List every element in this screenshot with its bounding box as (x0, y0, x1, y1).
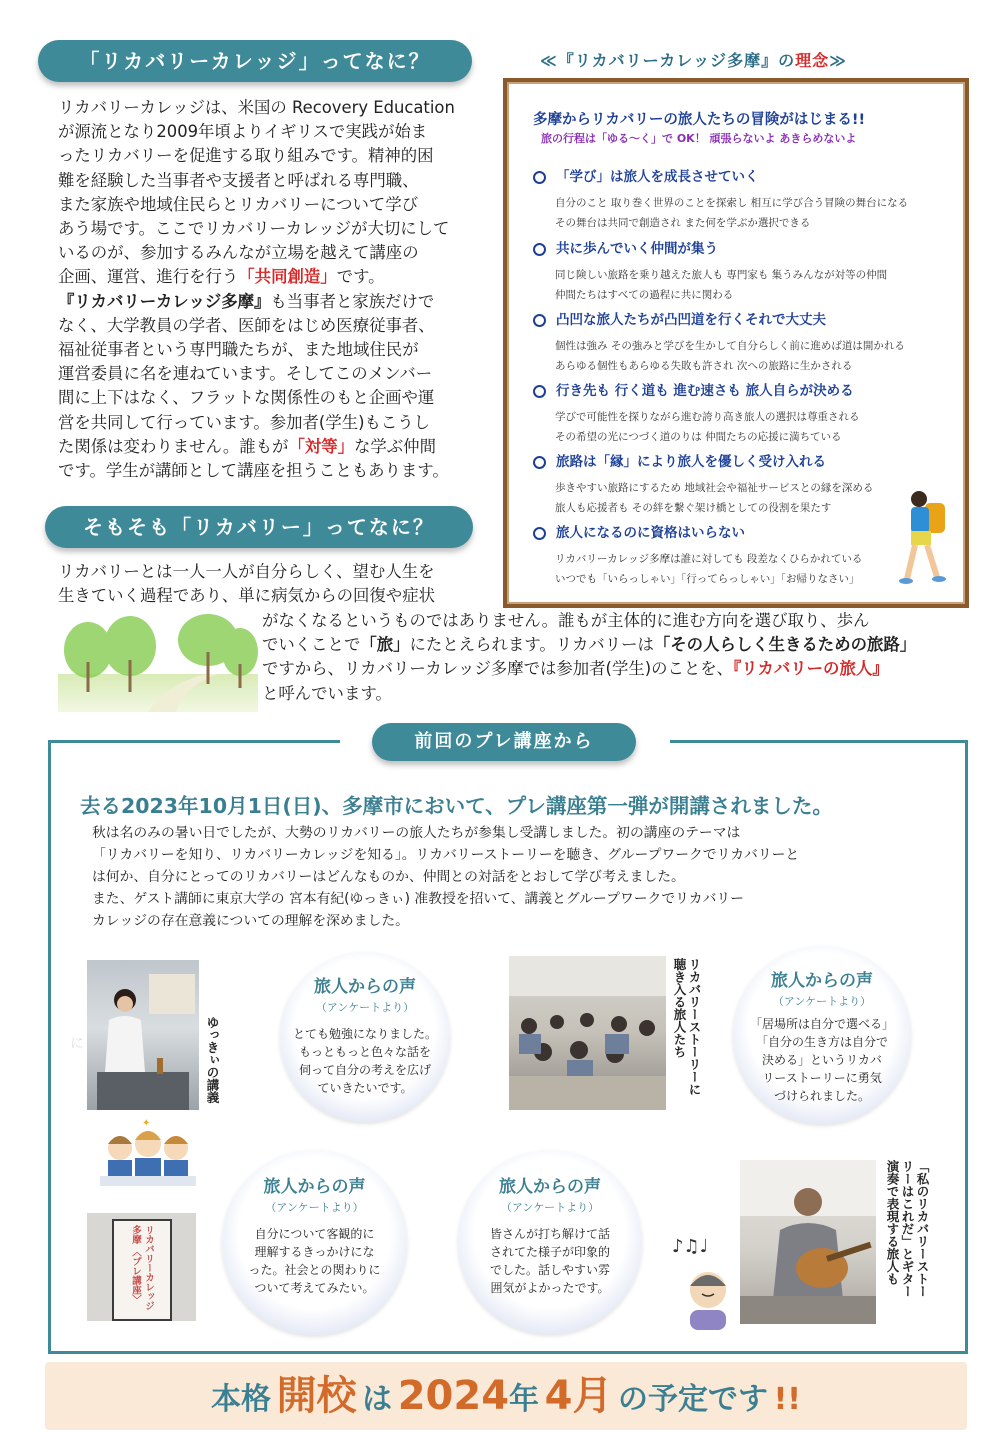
section2-heading: そもそも「リカバリー」ってなに？ (45, 506, 473, 548)
s1-line (58, 435, 490, 459)
s1-text: です。 (336, 267, 385, 287)
section2-body-bottom (262, 609, 962, 706)
circle-bullet-icon (533, 171, 546, 184)
ph-item-head: 凸凹な旅人たちが凸凹道を行くそれで大丈夫 (533, 308, 943, 328)
s1-line: いるのが、参加するみんなが立場を越えて講座の (58, 243, 419, 263)
philosophy-item (533, 521, 943, 589)
voice-body: 皆さんが打ち解けて話 されてた様子が印象的 でした。話しやすい雰 囲気がよかったです。 (489, 1227, 610, 1295)
circle-bullet-icon (533, 527, 546, 540)
voice-title: 旅人からの声 (499, 1177, 601, 1197)
s2-line (262, 657, 962, 681)
prev-line: 秋は名のみの暑い日でしたが、大勢のリカバリーの旅人たちが参集し受講しました。初の講座のテーマは (92, 825, 741, 841)
tabiji-emphasis: 「その人らしく生きるための旅路」 (653, 635, 917, 655)
audience-photo (509, 956, 666, 1110)
philosophy-item (533, 379, 943, 447)
caption-audience: リカバリーストーリーに 聴き入る旅人たち (672, 958, 702, 1096)
hiker-illustration (897, 487, 957, 587)
s2-line: 生きていく過程であり、単に病気からの回復や症状 (58, 586, 435, 606)
prev-section-label: 前回のプレ講座から (372, 723, 636, 761)
philosophy-item (533, 308, 943, 376)
ph-item-body: 歩きやすい旅路にするため 地域社会や福祉サービスとの縁を深める 旅人も応援者も その絆を繋ぐ架け橋としての役割を果たす (555, 482, 874, 514)
footer-year: 2024 (397, 1373, 510, 1419)
section1-heading: 「リカバリーカレッジ」ってなに？ (38, 40, 472, 82)
voice-body: 「居場所は自分で選べる」 「自分の生き方は自分で 決める」というリカバ リーストーリーに勇気 づけられました。 (749, 1017, 894, 1103)
footer-text: の予定です (618, 1382, 769, 1417)
ph-item-head: 「学び」は旅人を成長させていく (533, 165, 943, 185)
rc-tama-emphasis: 『リカバリーカレッジ多摩』 (58, 291, 271, 311)
voice-title: 旅人からの声 (771, 971, 873, 991)
circle-bullet-icon (533, 385, 546, 398)
s2-line: がなくなるというものではありません。誰もが主体的に進む方向を選び取り、歩ん (262, 611, 870, 630)
voice-bubble-2 (733, 946, 911, 1124)
footer-exclaim: !! (773, 1382, 801, 1417)
s2-line: リカバリーとは一人一人が自分らしく、望む人生を (58, 562, 435, 581)
footer-month-num: 4 (544, 1373, 573, 1419)
music-note-icon: ♪♫♩ (672, 1236, 709, 1257)
philosophy-subline: 旅の行程は「ゆる～く」で OK！ 頑張らないよ あきらめないよ (541, 132, 857, 145)
voice-bubble-1 (280, 952, 450, 1122)
prev-line: カレッジの存在意義についての理解を深めました。 (92, 913, 409, 929)
ph-title-pre: ≪『リカバリーカレッジ多摩』の (540, 51, 796, 70)
voice-subtitle: （アンケートより） (265, 1201, 364, 1214)
s2-line (262, 633, 962, 657)
guitar-photo (740, 1160, 876, 1324)
s2-text: でいくことで (262, 635, 361, 655)
voice-body: 自分について客観的に 理解するきっかけにな った。社会との関わりに ついて考えてみたい。 (248, 1227, 381, 1295)
prev-line: また、ゲスト講師に東京大学の 宮本有紀(ゆっきぃ) 准教授を招いて、講義とグループワークでリカバリー (92, 891, 744, 907)
caption-guitar: 「私のリカバリーストー リーはこれだ」とギター 演奏で表現する旅人も (885, 1160, 930, 1298)
trees-illustration (58, 612, 258, 712)
philosophy-title (540, 48, 950, 71)
s1-line: なく、大学教員の学者、医師をはじめ医療従事者、 (58, 315, 435, 335)
footer-month: 月 (572, 1373, 613, 1419)
s1-line: 福祉従事者という専門職たちが、また地域住民が (58, 340, 419, 360)
opening-banner (45, 1362, 967, 1430)
voice-body: とても勉強になりました。 もっともっと色々な話を 伺って自分の考えを広げ ていきたいです。 (292, 1027, 437, 1095)
section1-body (58, 96, 490, 483)
ph-item-head: 旅人になるのに資格はいらない (533, 521, 943, 541)
ph-item-head: 旅路は「縁」により旅人を優しく受け入れる (533, 450, 943, 470)
voice-subtitle: （アンケートより） (500, 1201, 600, 1214)
banner-photo (87, 1213, 196, 1321)
s2-text: にたとえられます。リカバリーは (409, 635, 654, 655)
taito-emphasis: 「対等」 (288, 436, 355, 456)
philosophy-item (533, 237, 943, 305)
stray-character: に (70, 1036, 84, 1052)
ph-item-head: 共に歩んでいく仲間が集う (533, 237, 943, 257)
ph-item-body: 同じ険しい旅路を乗り越えた旅人も 専門家も 集うみんなが対等の仲間 仲間たちはすべての過程に共に関わる (555, 269, 888, 301)
section2-body-top (58, 560, 498, 608)
voice-subtitle: （アンケートより） (315, 1001, 415, 1014)
s1-line: 運営委員に名を連ねています。そしてこのメンバー (58, 364, 433, 384)
circle-bullet-icon (533, 243, 546, 256)
s1-line: あう場です。ここでリカバリーカレッジが大切にして (58, 219, 450, 239)
s1-line: ったリカバリーを促進する取り組みです。精神的困 (58, 146, 434, 166)
s1-text: 企画、運営、進行を行う (58, 267, 239, 287)
s1-line: リカバリーカレッジは、米国の Recovery Education (58, 98, 455, 117)
prev-line: は何か、自分にとってのリカバリーはどんなものか、仲間との対話をとおして学び考えました。 (92, 869, 685, 885)
ph-item-body: 自分のこと 取り巻く世界のことを探索し 相互に学び合う冒険の舞台になる その舞台は共同で創造され また何を学ぶか選択できる (555, 197, 909, 229)
s1-line: です。学生が講師として講座を担うこともあります。 (58, 461, 449, 481)
philosophy-frame (503, 78, 969, 608)
svg-text:✦: ✦ (142, 1118, 151, 1129)
voice-title: 旅人からの声 (263, 1177, 366, 1197)
s2-text: ですから、リカバリーカレッジ多摩では参加者(学生)のことを、 (262, 659, 734, 679)
s2-line: と呼んでいます。 (262, 683, 392, 703)
prev-headline: 去る2023年10月1日(日)、多摩市において、プレ講座第一弾が開講されました。 (80, 794, 833, 818)
ph-item-body: 学びで可能性を探りながら進む誇り高き旅人の選択は尊重される その希望の光につづく道のりは 仲間たちの応援に満ちている (555, 411, 860, 443)
listening-person-illustration (668, 1232, 740, 1332)
footer-text: 年 (509, 1382, 540, 1417)
tabi-emphasis: 「旅」 (360, 635, 410, 655)
circle-bullet-icon (533, 314, 546, 327)
footer-kaiko: 開校 (276, 1373, 357, 1419)
banner-text: リカバリーカレッジ多摩 〈プレ講座〉 (130, 1225, 154, 1311)
kyodo-sozo-emphasis: 「共同創造」 (238, 267, 337, 287)
voice-bubble-4 (458, 1150, 642, 1334)
ph-title-post: ≫ (829, 51, 847, 70)
footer-text: 本格 (210, 1382, 271, 1417)
s1-line (58, 290, 490, 314)
philosophy-item (533, 165, 943, 233)
circle-bullet-icon (533, 456, 546, 469)
caption-lecture: ゆっきぃの講義 (205, 1016, 220, 1104)
s1-text: も当事者と家族だけで (270, 291, 435, 311)
ph-item-body: 個性は強み その強みと学びを生かして自分らしく前に進めば道は開かれる あらゆる個性もあらゆる失敗も許され 次への旅路に生かされる (555, 340, 905, 372)
s1-text: な学ぶ仲間 (354, 436, 436, 456)
ph-item-head: 行き先も 行く道も 進む速さも 旅人自らが決める (533, 379, 943, 399)
footer-text: は (362, 1382, 393, 1417)
s1-line: 営を共同して行っています。参加者(学生)もこうし (58, 412, 431, 432)
voice-bubble-3 (222, 1150, 407, 1335)
philosophy-headline: 多摩からリカバリーの旅人たちの冒険がはじまる!! (533, 112, 866, 128)
prev-body (92, 822, 799, 932)
philosophy-item (533, 450, 943, 518)
tabibito-emphasis: 『リカバリーの旅人』 (733, 659, 889, 679)
ph-title-em: 理念 (795, 51, 830, 70)
s1-text: た関係は変わりません。誰もが (58, 436, 289, 456)
lecturer-photo (87, 960, 199, 1110)
voice-title: 旅人からの声 (314, 977, 416, 997)
students-illustration (98, 1118, 198, 1190)
s1-line (58, 265, 490, 289)
prev-line: 「リカバリーを知り、リカバリーカレッジを知る」。リカバリーストーリーを聴き、グループワークでリカバリーと (92, 847, 800, 863)
s1-line: また家族や地域住民らとリカバリーについて学び (58, 194, 419, 214)
s1-line: 間に上下はなく、フラットな関係性のもと企画や運 (58, 388, 435, 408)
s1-line: 難を経験した当事者や支援者と呼ばれる専門職、 (58, 170, 419, 190)
s1-line: が源流となり2009年頃よりイギリスで実践が始ま (58, 122, 428, 142)
ph-item-body: リカバリーカレッジ多摩は誰に対しても 段差なくひらかれている いつでも「いらっしゃい」「行ってらっしゃい」「お帰りなさい」 (555, 553, 863, 585)
voice-subtitle: （アンケートより） (772, 995, 872, 1008)
